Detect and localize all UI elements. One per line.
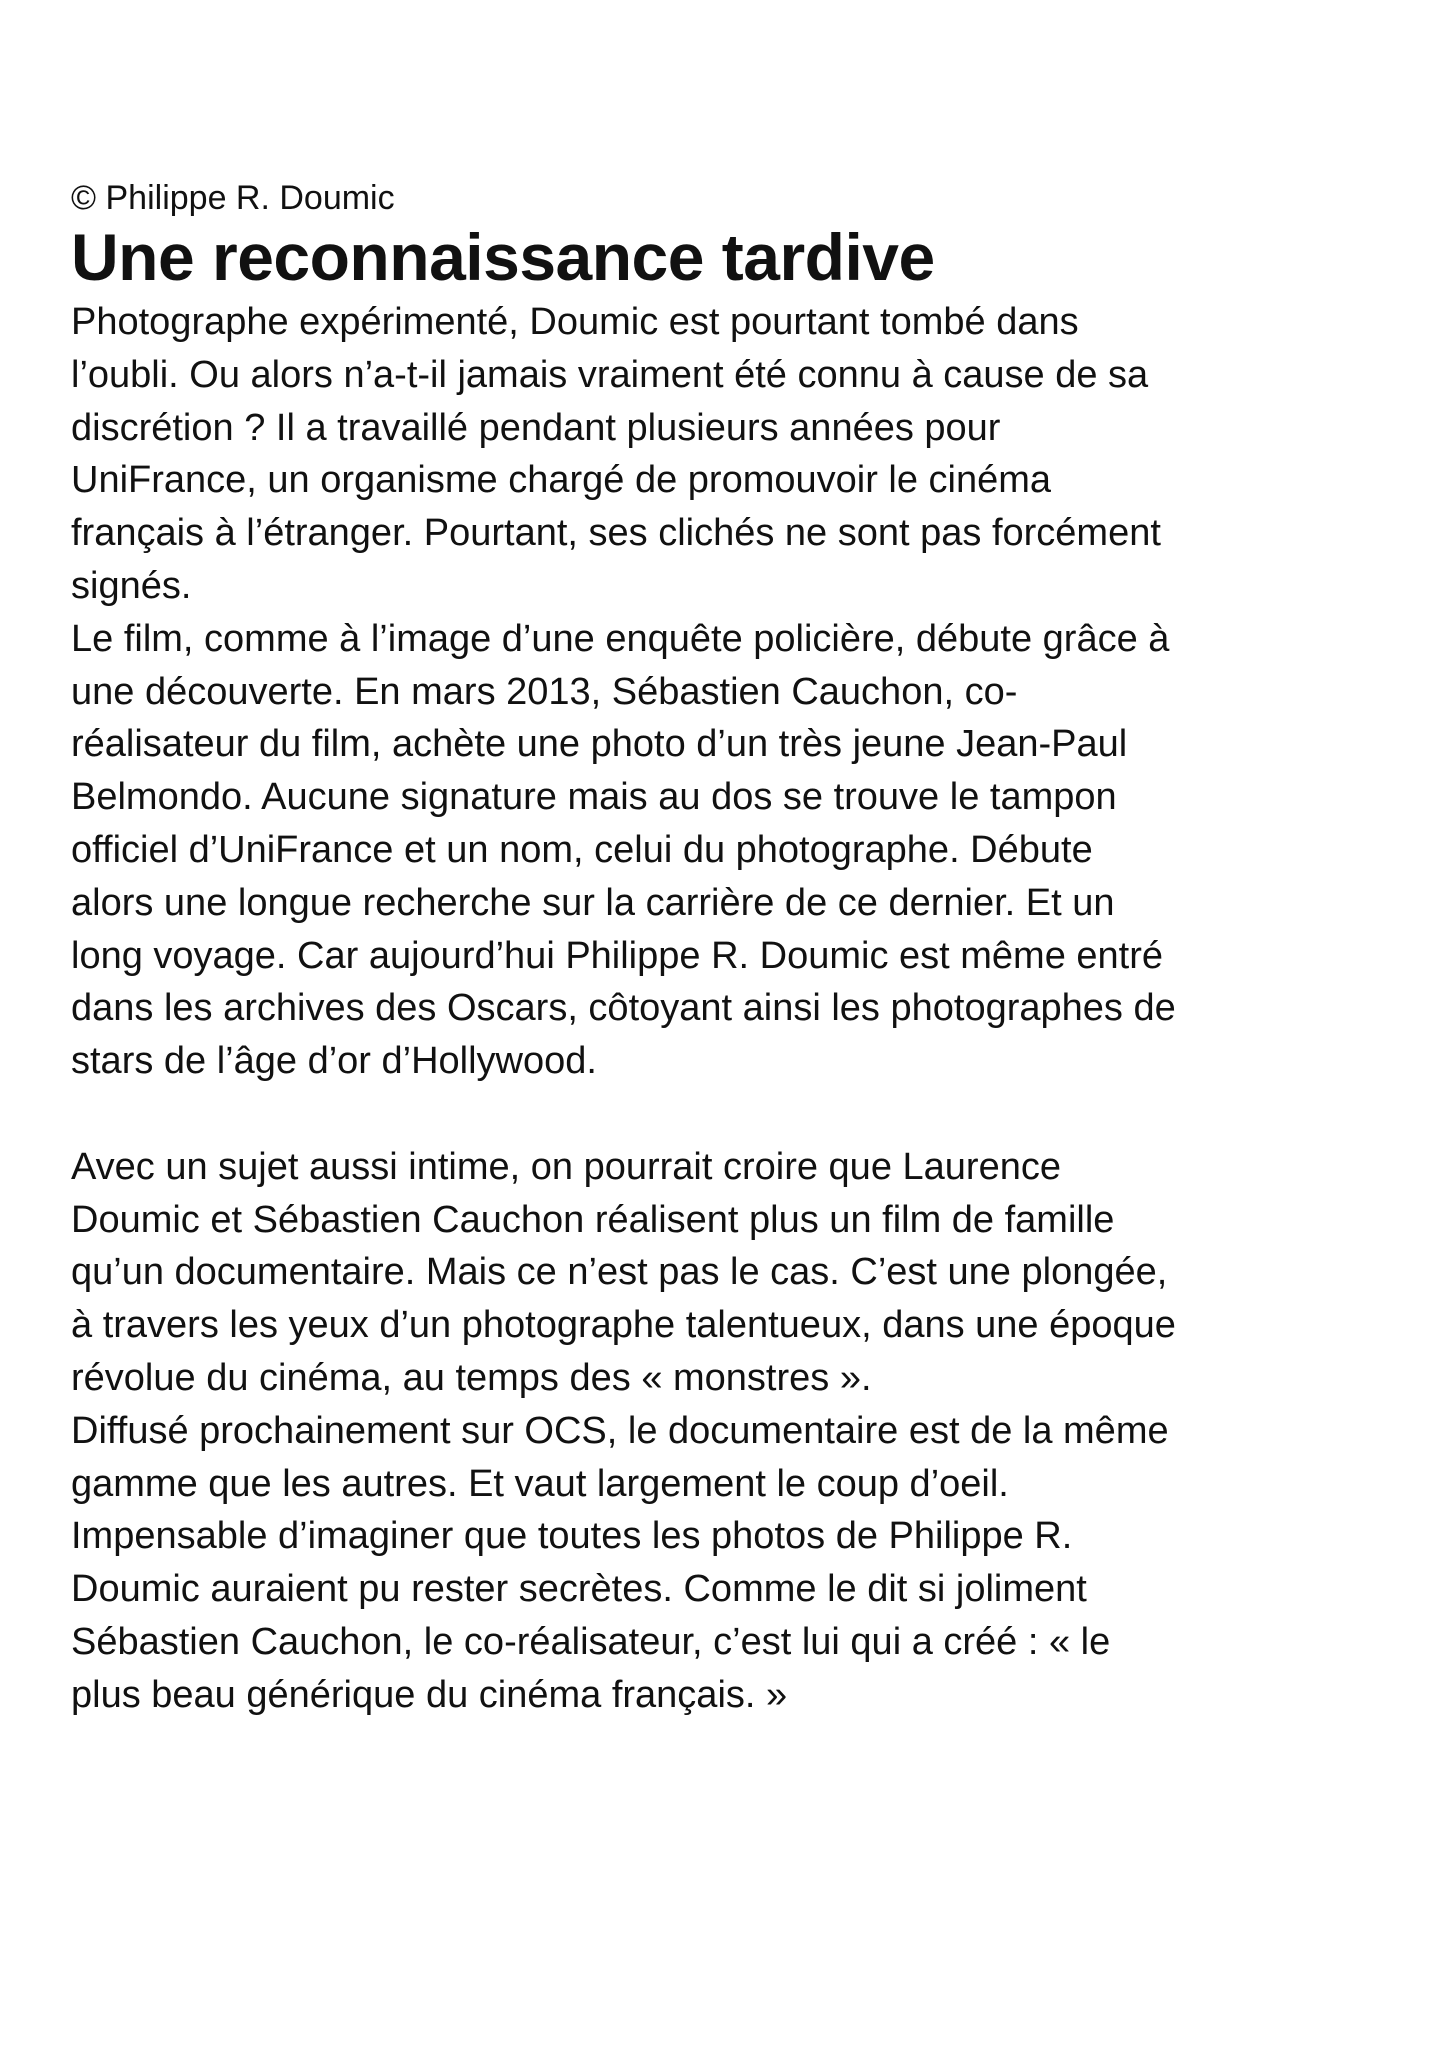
text-line: dans les archives des Oscars, côtoyant ainsi les photographes de [71, 987, 1176, 1030]
text-line: révolue du cinéma, au temps des « monstres ». [71, 1356, 872, 1399]
photo-credit: © Philippe R. Doumic [71, 179, 395, 217]
paragraph-block-1 [71, 296, 1371, 1088]
text-line: alors une longue recherche sur la carrière de ce dernier. Et un [71, 881, 1115, 924]
text-line: Diffusé prochainement sur OCS, le documentaire est de la même [71, 1409, 1169, 1452]
paragraph-block-2 [71, 1141, 1371, 1722]
text-line: à travers les yeux d’un photographe talentueux, dans une époque [71, 1304, 1176, 1347]
text-line: signés. [71, 564, 192, 607]
text-line: UniFrance, un organisme chargé de promouvoir le cinéma [71, 459, 1052, 502]
text-line: plus beau générique du cinéma français. » [71, 1673, 788, 1716]
text-line: long voyage. Car aujourd’hui Philippe R. Doumic est même entré [71, 934, 1163, 977]
text-line: Le film, comme à l’image d’une enquête policière, débute grâce à [71, 617, 1170, 660]
text-line: Avec un sujet aussi intime, on pourrait croire que Laurence [71, 1145, 1061, 1188]
text-line: discrétion ? Il a travaillé pendant plusieurs années pour [71, 406, 1001, 449]
text-line: une découverte. En mars 2013, Sébastien Cauchon, co- [71, 670, 1018, 713]
text-line: Doumic et Sébastien Cauchon réalisent plus un film de famille [71, 1198, 1115, 1241]
text-line: l’oubli. Ou alors n’a-t-il jamais vraiment été connu à cause de sa [71, 353, 1149, 396]
text-line: réalisateur du film, achète une photo d’un très jeune Jean-Paul [71, 723, 1128, 766]
text-line: qu’un documentaire. Mais ce n’est pas le cas. C’est une plongée, [71, 1251, 1168, 1294]
text-line: officiel d’UniFrance et un nom, celui du photographe. Débute [71, 828, 1093, 871]
text-line: Photographe expérimenté, Doumic est pourtant tombé dans [71, 301, 1079, 343]
text-line: stars de l’âge d’or d’Hollywood. [71, 1040, 597, 1083]
text-line: Sébastien Cauchon, le co-réalisateur, c’est lui qui a créé : « le [71, 1620, 1111, 1663]
text-line: Doumic auraient pu rester secrètes. Comme le dit si joliment [71, 1568, 1087, 1611]
article [71, 176, 1371, 1722]
text-line: français à l’étranger. Pourtant, ses clichés ne sont pas forcément [71, 512, 1161, 555]
article-title: Une reconnaissance tardive [71, 220, 935, 294]
text-line: gamme que les autres. Et vaut largement le coup d’oeil. [71, 1462, 1009, 1505]
text-line: Impensable d’imaginer que toutes les photos de Philippe R. [71, 1515, 1073, 1558]
text-line: Belmondo. Aucune signature mais au dos se trouve le tampon [71, 776, 1117, 819]
paragraph-spacer [71, 1088, 1371, 1141]
